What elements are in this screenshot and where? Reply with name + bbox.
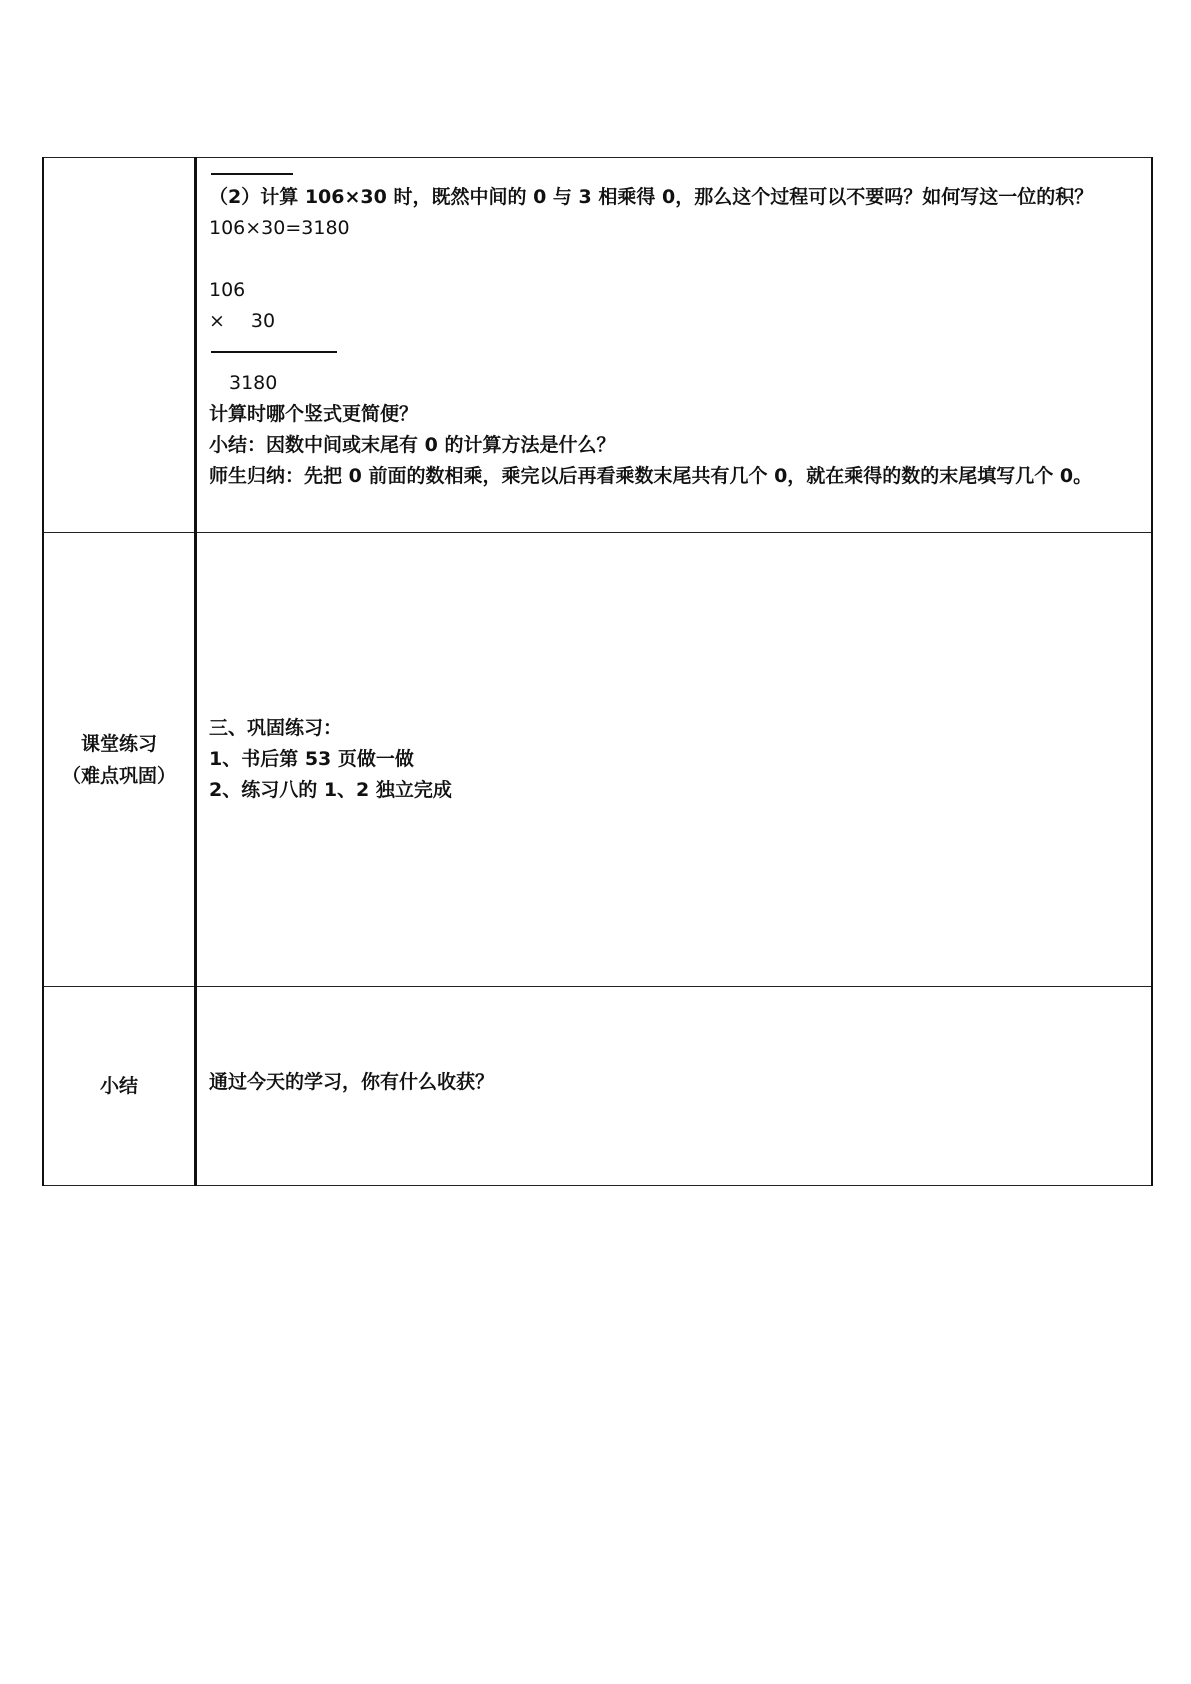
vertical-multiplicand: 106: [209, 279, 246, 301]
table-row: [43, 533, 1152, 987]
practice-heading: 三、巩固练习：: [209, 717, 343, 739]
lesson-plan-table: [42, 157, 1153, 1186]
row-label-practice: [43, 533, 196, 987]
times-sign: ×: [209, 310, 225, 332]
vertical-multiplier: 30: [250, 310, 276, 332]
practice-label: 课堂练习: [80, 732, 157, 755]
practice-item-2: 2、练习八的 1、2 独立完成: [209, 779, 452, 801]
summary-prompt: 通过今天的学习，你有什么收获？: [209, 1071, 495, 1093]
question-text: （2）计算 106×30 时，既然中间的 0 与 3 相乘得 0，那么这个过程可以不要吗？如何写这一位的积？: [209, 186, 1094, 208]
simpler-question-text: 计算时哪个竖式更简便？: [209, 403, 419, 425]
row-label-summary: [43, 987, 196, 1186]
content-cell-practice: [196, 533, 1153, 987]
summary-question-text: 小结：因数中间或末尾有 0 的计算方法是什么？: [209, 434, 616, 456]
summary-label: 小结: [99, 1075, 138, 1097]
equation-text: 106×30=3180: [209, 217, 350, 239]
vertical-multiplier-line: [209, 306, 1139, 337]
blank-line: [209, 244, 1139, 275]
vertical-result: 3180: [229, 372, 278, 394]
row-label-empty: [43, 158, 196, 533]
underline-rule: [211, 173, 293, 175]
practice-sublabel: （难点巩固）: [61, 764, 176, 787]
conclusion-text: 师生归纳：先把 0 前面的数相乘，乘完以后再看乘数末尾共有几个 0，就在乘得的数的末尾填写几个 0。: [209, 465, 1093, 487]
content-cell-calculation: [196, 158, 1153, 533]
vertical-result-rule: [211, 351, 337, 353]
table-row: [43, 987, 1152, 1186]
content-cell-summary: [196, 987, 1153, 1186]
table-row: [43, 158, 1152, 533]
practice-item-1: 1、书后第 53 页做一做: [209, 748, 414, 770]
